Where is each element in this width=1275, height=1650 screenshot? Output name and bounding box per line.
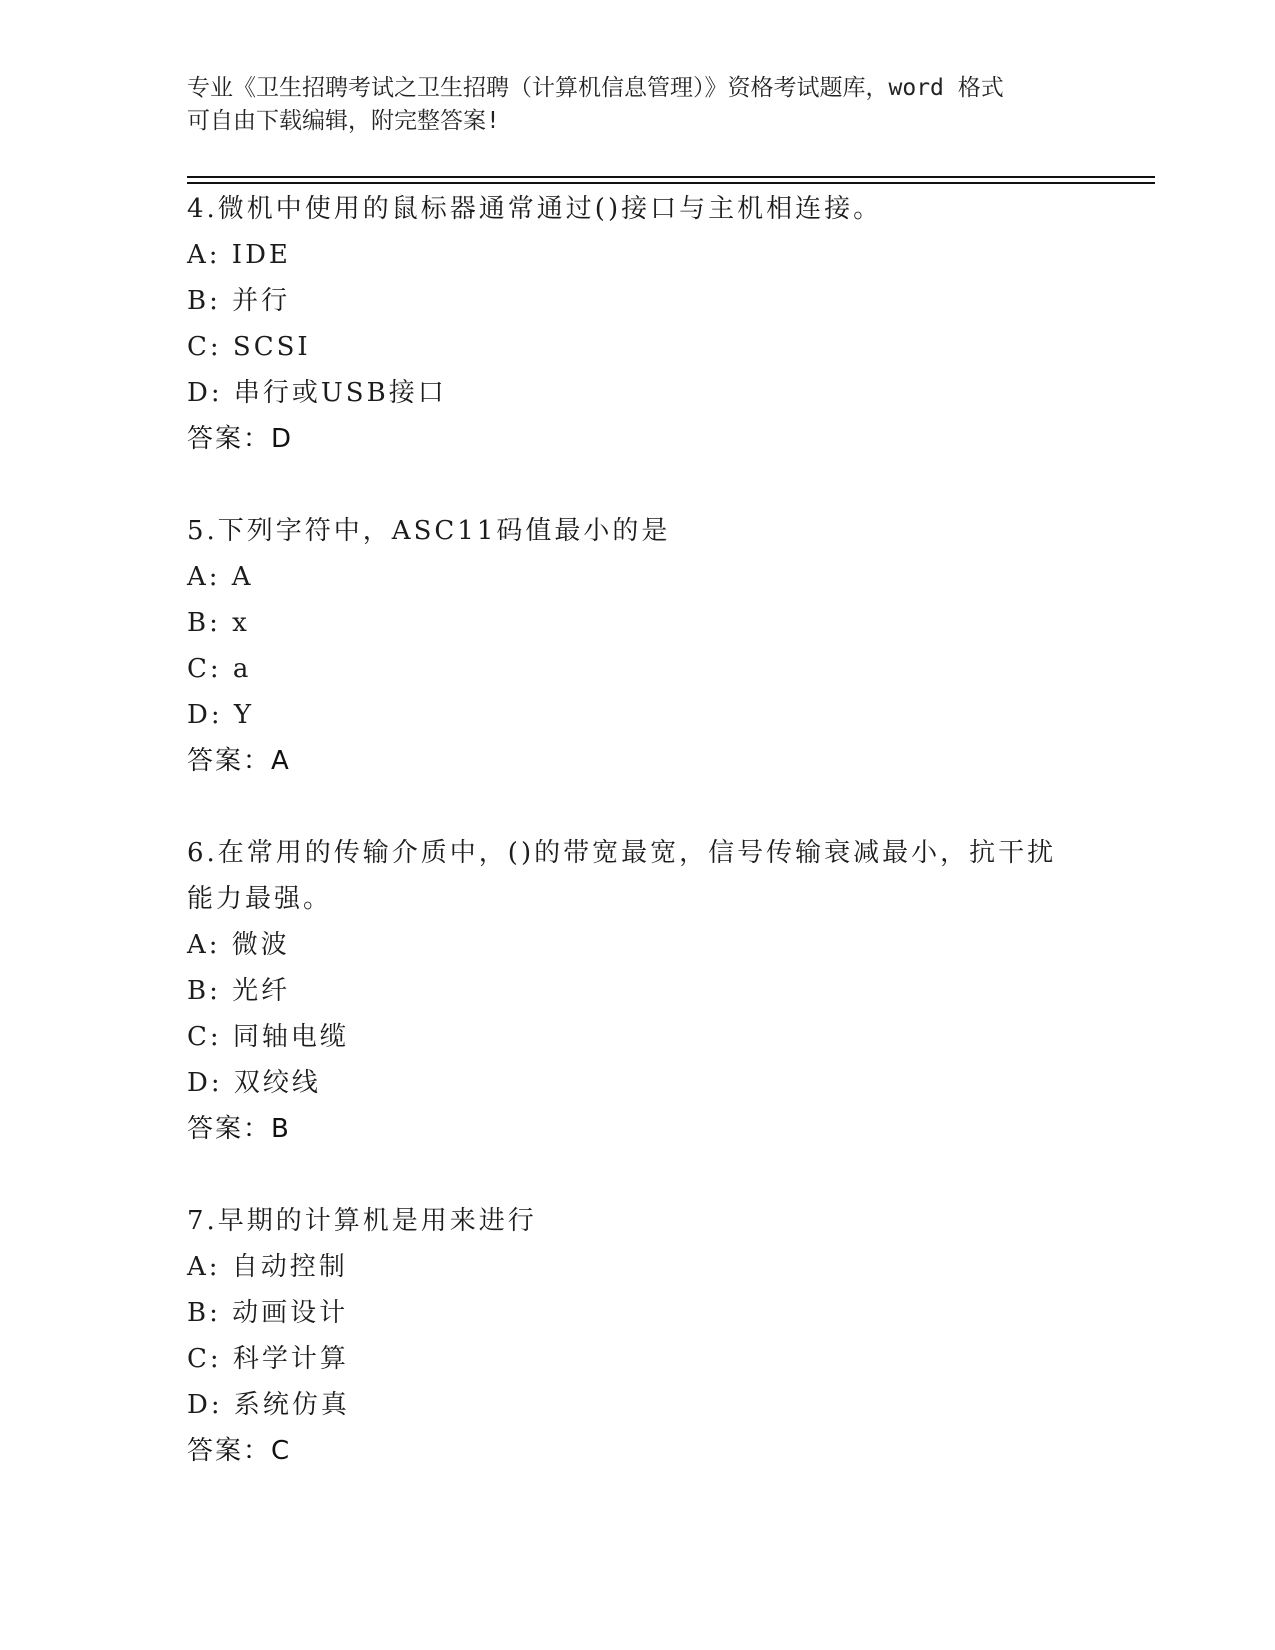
option-c: C: SCSI — [187, 332, 311, 362]
header-line-2: 可自由下载编辑，附完整答案! — [187, 108, 500, 134]
answer-key: 答案：D — [187, 424, 294, 454]
option-c: C: 科学计算 — [187, 1344, 349, 1374]
option-b: B: 光纤 — [187, 976, 291, 1006]
option-b: B: 动画设计 — [187, 1298, 349, 1328]
option-d: D: 双绞线 — [187, 1068, 321, 1098]
option-c: C: 同轴电缆 — [187, 1022, 349, 1052]
option-a: A: A — [187, 562, 254, 592]
option-a: A: 自动控制 — [187, 1252, 348, 1282]
answer-key: 答案：C — [187, 1436, 292, 1466]
question-5 — [187, 508, 1067, 784]
header-divider-bottom — [187, 182, 1155, 184]
question-6 — [187, 830, 1067, 1152]
option-a: A: IDE — [187, 240, 291, 270]
option-b: B: x — [187, 608, 250, 638]
answer-key: 答案：A — [187, 746, 291, 776]
option-d: D: Y — [187, 700, 255, 730]
question-list — [187, 186, 1067, 1520]
question-stem: 6.在常用的传输介质中，()的带宽最宽，信号传输衰减最小，抗干扰能力最强。 — [187, 838, 1057, 914]
question-stem: 5.下列字符中，ASC11码值最小的是 — [187, 516, 671, 546]
header-divider-top — [187, 176, 1155, 178]
document-header — [187, 72, 1087, 138]
question-stem: 4.微机中使用的鼠标器通常通过()接口与主机相连接。 — [187, 194, 883, 224]
question-stem: 7.早期的计算机是用来进行 — [187, 1206, 537, 1236]
option-b: B: 并行 — [187, 286, 291, 316]
header-line-1: 专业《卫生招聘考试之卫生招聘（计算机信息管理）》资格考试题库，word 格式 — [187, 75, 1004, 101]
option-d: D: 串行或USB接口 — [187, 378, 447, 408]
option-d: D: 系统仿真 — [187, 1390, 350, 1420]
answer-key: 答案：B — [187, 1114, 291, 1144]
option-c: C: a — [187, 654, 252, 684]
option-a: A: 微波 — [187, 930, 290, 960]
question-7 — [187, 1198, 1067, 1474]
question-4 — [187, 186, 1067, 462]
